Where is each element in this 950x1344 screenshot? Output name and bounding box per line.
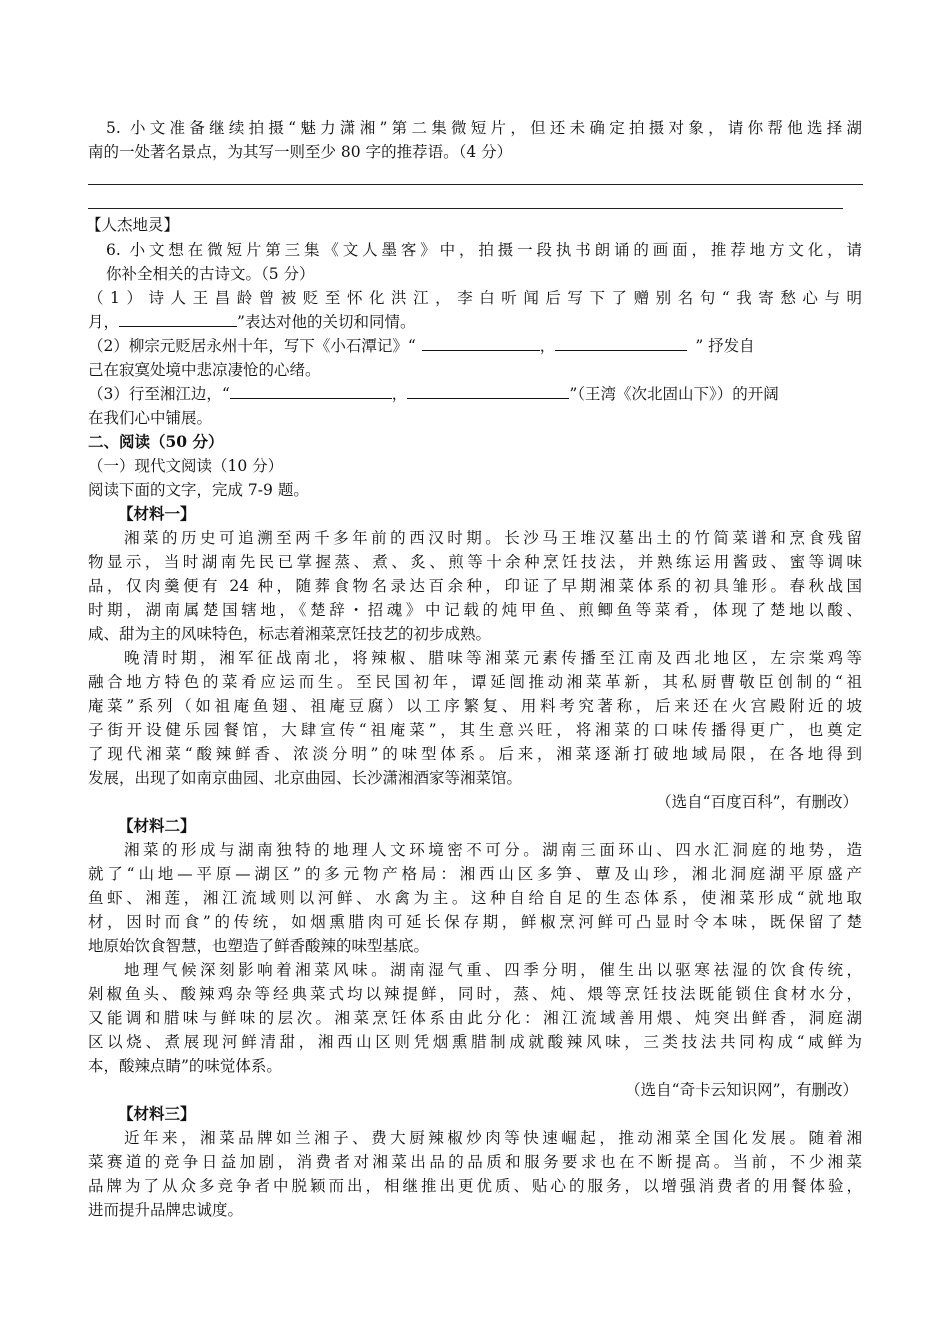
- material-2-p1-line: 材，因时而食”的传统，如烟熏腊肉可延长保存期，鲜椒烹河鲜可凸显时令本味，既保留了楚: [88, 913, 862, 931]
- question-6-part-1-line-1: （1）诗人王昌龄曾被贬至怀化洪江，李白听闻后写下了赠别名句“我寄愁心与明: [88, 289, 862, 307]
- material-1-p1-line: 湘菜的历史可追溯至两千多年前的西汉时期。长沙马王堆汉墓出土的竹简菜谱和烹食残留: [124, 529, 862, 547]
- material-1-p2-line: 融合地方特色的菜肴应运而生。至民国初年，谭延闿推动湘菜革新，其私厨曹敬臣创制的“祖: [88, 673, 862, 691]
- part-2-subtitle: （一）现代文阅读（10 分）: [88, 457, 284, 475]
- answer-line-1: [88, 184, 863, 185]
- question-6-line-2: 你补全相关的古诗文。（5 分）: [106, 265, 315, 283]
- material-2-p1-line: 就了“山地—平原—湖区”的多元物产格局：湘西山区多笋、蕈及山珍，湘北洞庭湖平原盛产: [88, 865, 862, 883]
- material-1-p2-line: 了现代湘菜“酸辣鲜香、浓淡分明”的味型体系。后来，湘菜逐渐打破地域局限，在各地得到: [88, 745, 862, 763]
- fill-blank-1[interactable]: [119, 311, 237, 327]
- material-3-title: 【材料三】: [118, 1104, 196, 1123]
- material-1-p1-line: 物显示，当时湖南先民已掌握蒸、煮、炙、煎等十余种烹饪技法，并熟练运用酱豉、蜜等调味: [88, 553, 862, 571]
- material-2-p1-line: 鱼虾、湘莲，湘江流域则以河鲜、水禽为主。这种自给自足的生态体系，使湘菜形成“就地取: [88, 889, 862, 907]
- material-1-p2-line: 庵菜”系列（如祖庵鱼翅、祖庵豆腐）以工序繁复、用料考究著称，后来还在火宫殿附近的坡: [88, 697, 862, 715]
- material-1-p2-line: 晚清时期，湘军征战南北，将辣椒、腊味等湘菜元素传播至江南及西北地区，左宗棠鸡等: [124, 649, 862, 667]
- material-2-p2-line: 本，酸辣点睛”的味觉体系。: [88, 1057, 282, 1075]
- material-2-p2-line: 又能调和腊味与鲜味的层次。湘菜烹饪体系由此分化：湘江流域善用煨、炖突出鲜香，洞庭湖: [88, 1009, 862, 1027]
- material-1-p1-line: 品，仅肉羹便有 24 种，随葬食物名录达百余种，印证了早期湘菜体系的初具雏形。春秋战国: [88, 577, 862, 595]
- material-1-title: 【材料一】: [118, 504, 196, 523]
- question-6-line-1: 6. 小文想在微短片第三集《文人墨客》中，拍摄一段执书朗诵的画面，推荐地方文化，请: [106, 241, 862, 259]
- fill-blank-3[interactable]: [555, 335, 687, 351]
- question-5-line-1: 5. 小文准备继续拍摄“魅力潇湘”第二集微短片，但还未确定拍摄对象，请你帮他选择湖: [106, 119, 862, 137]
- material-2-p2-line: 剁椒鱼头、酸辣鸡杂等经典菜式均以辣提鲜，同时，蒸、炖、煨等烹饪技法既能锁住食材水分，: [88, 985, 862, 1003]
- material-1-p2-line: 发展，出现了如南京曲园、北京曲园、长沙潇湘酒家等湘菜馆。: [88, 769, 523, 787]
- material-2-p2-line: 地理气候深刻影响着湘菜风味。湖南湿气重、四季分明，催生出以驱寒祛湿的饮食传统，: [124, 961, 862, 979]
- material-2-p1-line: 湘菜的形成与湖南独特的地理人文环境密不可分。湖南三面环山、四水汇洞庭的地势，造: [124, 841, 862, 859]
- question-6-part-2-line-1: [88, 335, 755, 357]
- fill-blank-5[interactable]: [407, 383, 569, 399]
- question-6-part-2-line-2: 己在寂寞处境中悲凉凄怆的心绪。: [88, 361, 321, 379]
- material-2-p2-line: 区以烧、煮展现河鲜清甜，湘西山区则凭烟熏腊制成就酸辣风味，三类技法共同构成“咸鲜为: [88, 1033, 862, 1051]
- part-2-prefix: （2）柳宗元贬居永州十年，写下《小石潭记》“: [88, 337, 416, 355]
- part-2-suffix: ” 抒发自: [695, 337, 755, 355]
- part-1-suffix: ”表达对他的关切和同情。: [237, 313, 416, 331]
- material-1-p2-line: 子街开设健乐园餐馆，大肆宣传“祖庵菜”，其生意兴旺，将湘菜的口味传播得更广，也奠定: [88, 721, 862, 739]
- material-2-source: （选自“奇卡云知识网”，有删改）: [625, 1081, 858, 1099]
- part-3-comma: ，: [391, 385, 408, 403]
- section-heading-renjie: 【人杰地灵】: [86, 216, 180, 234]
- part-2-comma: ，: [539, 337, 556, 355]
- fill-blank-4[interactable]: [230, 383, 392, 399]
- question-6-part-3-line-1: [88, 383, 779, 405]
- material-3-p1-line: 菜赛道的竞争日益加剧，消费者对湘菜出品的品质和服务要求也在不断提高。当前，不少湘菜: [88, 1153, 862, 1171]
- material-1-source: （选自“百度百科”，有删改）: [656, 793, 858, 811]
- part-3-prefix: （3）行至湘江边，“: [88, 385, 230, 403]
- material-2-p1-line: 地原始饮食智慧，也塑造了鲜香酸辣的味型基底。: [88, 937, 430, 955]
- material-3-p1-line: 品牌为了从众多竞争者中脱颖而出，相继推出更优质、贴心的服务，以增强消费者的用餐体验，: [88, 1177, 862, 1195]
- question-5-line-2: 南的一处著名景点，为其写一则至少 80 字的推荐语。（4 分）: [88, 143, 513, 161]
- question-6-part-1-line-2: [88, 311, 415, 333]
- part-1-prefix: 月，: [88, 313, 120, 331]
- part-3-suffix: ”（王湾《次北固山下》）的开阔: [569, 385, 779, 403]
- material-3-p1-line: 近年来，湘菜品牌如兰湘子、费大厨辣椒炒肉等快速崛起，推动湘菜全国化发展。随着湘: [124, 1129, 862, 1147]
- answer-line-2: [88, 208, 843, 209]
- part-2-title: 二、阅读（50 分）: [88, 432, 224, 451]
- reading-instruction: 阅读下面的文字，完成 7-9 题。: [88, 481, 309, 499]
- material-2-title: 【材料二】: [118, 816, 196, 835]
- material-1-p1-line: 咸、甜为主的风味特色，标志着湘菜烹饪技艺的初步成熟。: [88, 625, 492, 643]
- fill-blank-2[interactable]: [422, 335, 540, 351]
- material-1-p1-line: 时期，湖南属楚国辖地，《楚辞・招魂》中记载的炖甲鱼、煎鲫鱼等菜肴，体现了楚地以酸、: [88, 601, 862, 619]
- material-3-p1-line: 进而提升品牌忠诚度。: [88, 1201, 244, 1219]
- question-6-part-3-line-2: 在我们心中铺展。: [88, 409, 213, 427]
